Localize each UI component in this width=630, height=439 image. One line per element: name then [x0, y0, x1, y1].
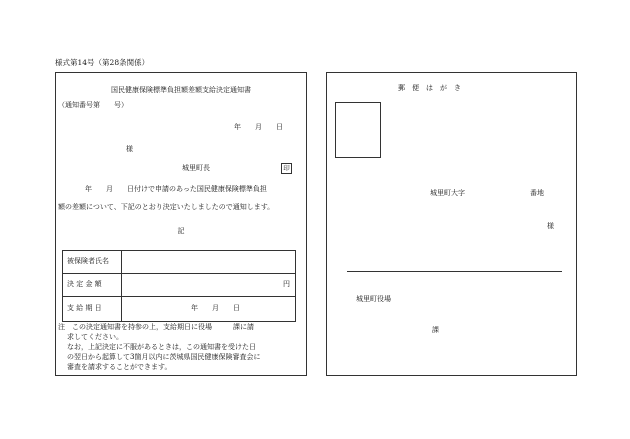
ki-heading: 記 [177, 227, 185, 235]
stamp-box [335, 102, 381, 158]
postcard-banchi: 番地 [530, 189, 544, 197]
table-row-value: 年 月 日 [191, 304, 240, 312]
postcard-title: 郵 便 は が き [398, 84, 461, 92]
body-text-line2: 額の差額について、下記のとおり決定いたしましたので通知します。 [58, 203, 275, 211]
addressee-suffix: 様 [126, 145, 133, 153]
table-row-label: 被保険者氏名 [67, 257, 109, 265]
table-divider [62, 296, 295, 297]
note-line: なお，上記決定に不服があるときは，この通知書を受けた日 [67, 343, 256, 351]
notice-title: 国民健康保険標準負担額差額支給決定通知書 [111, 86, 251, 94]
postcard-sama: 様 [547, 222, 554, 230]
notice-number: （通知番号第 号） [58, 101, 128, 109]
table-divider [62, 273, 295, 274]
table-row-value: 円 [283, 280, 290, 288]
note-line: 求してください。 [67, 333, 123, 341]
table-row-label: 決 定 金 額 [67, 280, 102, 288]
postcard-divider [347, 271, 562, 272]
postcard-ka: 課 [432, 326, 439, 334]
seal-mark: 印 [281, 163, 292, 174]
body-text-line1: 年 月 日付けで申請のあった国民健康保険標準負担 [85, 185, 267, 193]
issuer-name: 城里町長 [182, 164, 210, 172]
table-row-label: 支 給 期 日 [67, 304, 102, 312]
postcard-address: 城里町大字 [430, 189, 465, 197]
postcard-sender: 城里町役場 [356, 295, 391, 303]
notice-date: 年 月 日 [234, 123, 283, 131]
note-line: 注 この決定通知書を持参の上，支給期日に役場 課に請 [58, 323, 254, 331]
form-header: 様式第14号（第28条関係） [55, 58, 150, 67]
table-column-divider [121, 250, 122, 321]
note-line: の翌日から起算して3箇月以内に茨城県国民健康保険審査会に [67, 353, 261, 361]
note-line: 審査を請求することができます。 [67, 363, 172, 371]
